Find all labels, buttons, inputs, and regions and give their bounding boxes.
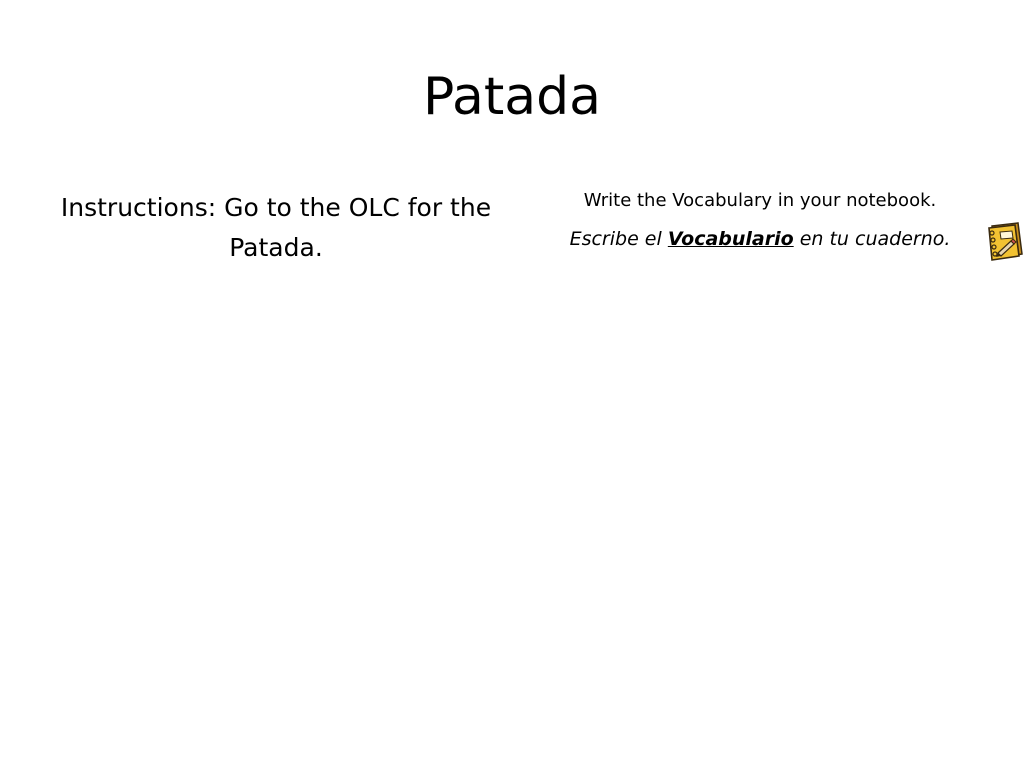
spanish-instruction-start: Escribe el [569, 228, 668, 250]
instructions-text: Instructions: Go to the OLC for the Patada. [60, 193, 492, 262]
slide-title: Patada [422, 67, 601, 127]
vocabulario-word: Vocabulario [667, 228, 794, 250]
spanish-instruction-end: en tu cuaderno. [793, 228, 951, 250]
vocabulary-instructions [525, 183, 995, 259]
spanish-instruction [525, 219, 995, 259]
notebook-pencil-icon [984, 220, 1024, 262]
english-instruction: Write the Vocabulary in your notebook. [583, 190, 937, 211]
